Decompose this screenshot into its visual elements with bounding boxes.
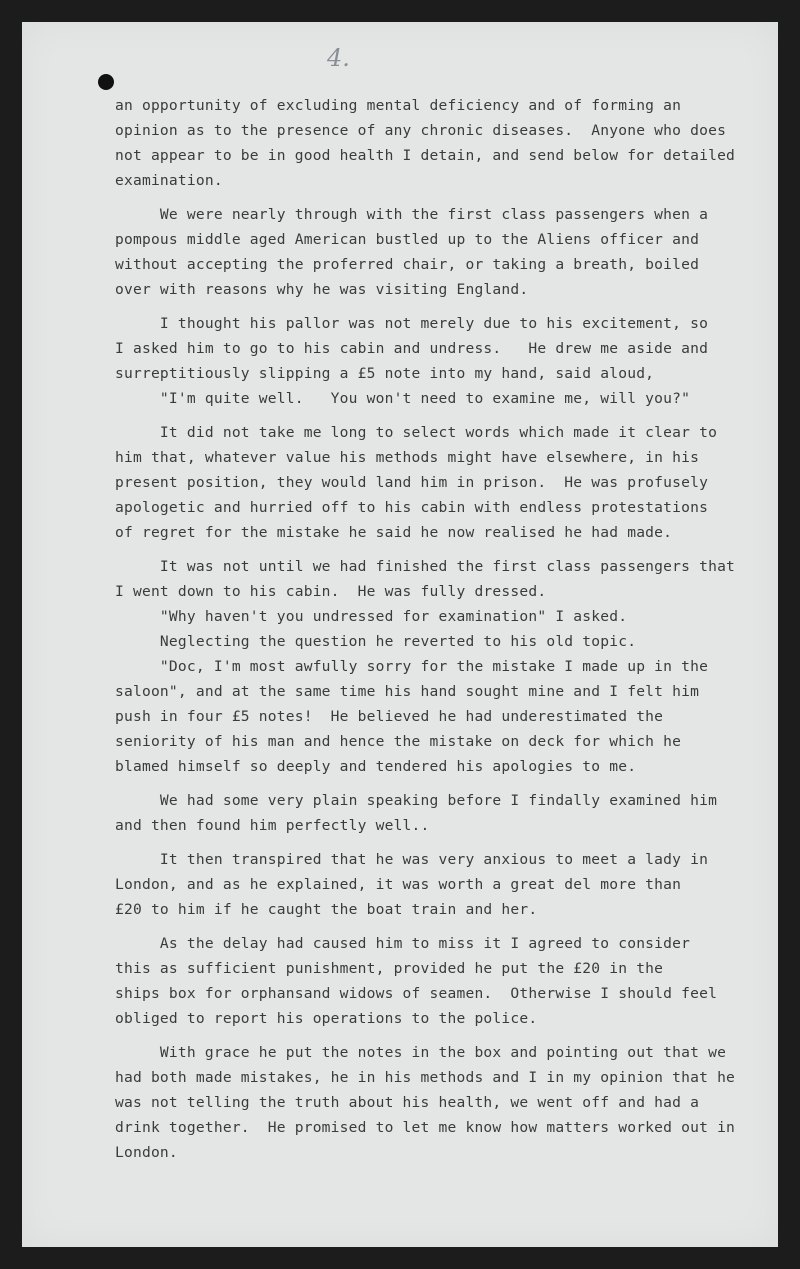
text-line: push in four £5 notes! He believed he had underestimated the bbox=[115, 708, 664, 725]
text-line: £20 to him if he caught the boat train and her. bbox=[115, 901, 538, 918]
text-line: As the delay had caused him to miss it I agreed to consider bbox=[115, 935, 691, 952]
text-line: ships box for orphansand widows of seamen. Otherwise I should feel bbox=[115, 985, 718, 1002]
text-line: "I'm quite well. You won't need to examine me, will you?" bbox=[115, 390, 691, 407]
text-line: It then transpired that he was very anxious to meet a lady in bbox=[115, 851, 709, 868]
text-line: surreptitiously slipping a £5 note into my hand, said aloud, bbox=[115, 365, 655, 382]
text-line: over with reasons why he was visiting England. bbox=[115, 281, 529, 298]
text-line: saloon", and at the same time his hand sought mine and I felt him bbox=[115, 683, 700, 700]
text-line: London. bbox=[115, 1144, 178, 1161]
page-number: 4. bbox=[327, 44, 350, 72]
text-line: was not telling the truth about his health, we went off and had a bbox=[115, 1094, 700, 1111]
text-line: apologetic and hurried off to his cabin with endless protestations bbox=[115, 499, 709, 516]
text-line: this as sufficient punishment, provided he put the £20 in the bbox=[115, 960, 664, 977]
text-line: opinion as to the presence of any chronic diseases. Anyone who does bbox=[115, 122, 727, 139]
text-line: "Doc, I'm most awfully sorry for the mistake I made up in the bbox=[115, 658, 709, 675]
text-line: I thought his pallor was not merely due to his excitement, so bbox=[115, 315, 709, 332]
text-line: present position, they would land him in prison. He was profusely bbox=[115, 474, 709, 491]
text-line: blamed himself so deeply and tendered his apologies to me. bbox=[115, 758, 637, 775]
text-line: examination. bbox=[115, 172, 223, 189]
text-line: drink together. He promised to let me know how matters worked out in bbox=[115, 1119, 736, 1136]
text-line: an opportunity of excluding mental deficiency and of forming an bbox=[115, 97, 682, 114]
text-line: It did not take me long to select words which made it clear to bbox=[115, 424, 718, 441]
text-line: With grace he put the notes in the box and pointing out that we bbox=[115, 1044, 727, 1061]
text-line: had both made mistakes, he in his methods and I in my opinion that he bbox=[115, 1069, 736, 1086]
text-line: pompous middle aged American bustled up to the Aliens officer and bbox=[115, 231, 700, 248]
text-line: Neglecting the question he reverted to his old topic. bbox=[115, 633, 637, 650]
text-line: of regret for the mistake he said he now realised he had made. bbox=[115, 524, 673, 541]
text-line: without accepting the proferred chair, or taking a breath, boiled bbox=[115, 256, 700, 273]
text-line: We had some very plain speaking before I findally examined him bbox=[115, 792, 718, 809]
text-line: seniority of his man and hence the mistake on deck for which he bbox=[115, 733, 682, 750]
text-line: "Why haven't you undressed for examination" I asked. bbox=[115, 608, 628, 625]
text-line: I asked him to go to his cabin and undress. He drew me aside and bbox=[115, 340, 709, 357]
text-line: and then found him perfectly well.. bbox=[115, 817, 430, 834]
text-line: not appear to be in good health I detain, and send below for detailed bbox=[115, 147, 736, 164]
text-line: London, and as he explained, it was worth a great del more than bbox=[115, 876, 682, 893]
text-line: I went down to his cabin. He was fully dressed. bbox=[115, 583, 547, 600]
text-line: obliged to report his operations to the police. bbox=[115, 1010, 538, 1027]
text-line: It was not until we had finished the first class passengers that bbox=[115, 558, 736, 575]
text-line: We were nearly through with the first class passengers when a bbox=[115, 206, 709, 223]
text-line: him that, whatever value his methods might have elsewhere, in his bbox=[115, 449, 700, 466]
typescript-page bbox=[22, 22, 778, 1247]
typed-text-body bbox=[115, 93, 775, 1165]
punch-hole bbox=[98, 74, 114, 90]
